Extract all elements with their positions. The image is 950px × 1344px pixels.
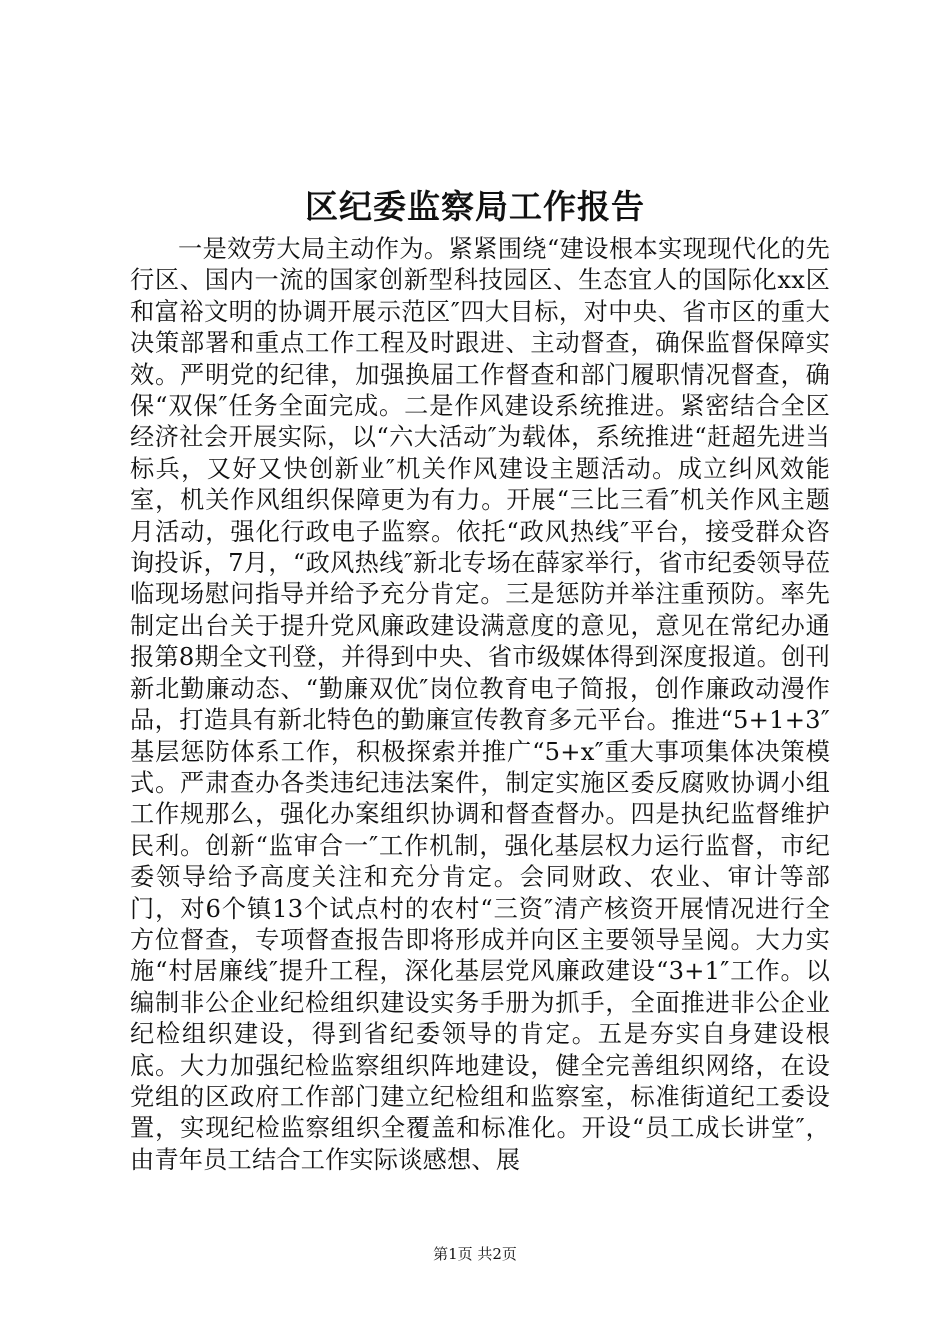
page-footer: 第1页 共2页 <box>433 1245 517 1263</box>
document-title: 区纪委监察局工作报告 <box>305 187 645 226</box>
document-body-paragraph: 一是效劳大局主动作为。紧紧围绕“建设根本实现现代化的先行区、国内一流的国家创新型科技园区、生态宜人的国际化xx区和富裕文明的协调开展示范区″四大目标，对中央、省市区的重大决策部署和重点工作工程及时跟进、主动督查，确保监督保障实效。严明党的纪律，加强换届工作督查和部门履职情况督查，确保“双保″任务全面完成。二是作风建设系统推进。紧密结合全区经济社会开展实际，以“六大活动″为载体，系统推进“赶超先进当标兵，又好又快创新业″机关作风建设主题活动。成立纠风效能室，机关作风组织保障更为有力。开展“三比三看″机关作风主题月活动，强化行政电子监察。依托“政风热线″平台，接受群众咨询投诉，7月，“政风热线″新北专场在薛家举行，省市纪委领导莅临现场慰问指导并给予充分肯定。三是惩防并举注重预防。率先制定出台关于提升党风廉政建设满意度的意见，意见在常纪办通报第8期全文刊登，并得到中央、省市级媒体得到深度报道。创刊新北勤廉动态、“勤廉双优″岗位教育电子简报，创作廉政动漫作品，打造具有新北特色的勤廉宣传教育多元平台。推进“5+1+3″基层惩防体系工作，积极探索并推广“5+x″重大事项集体决策模式。严肃查办各类违纪违法案件，制定实施区委反腐败协调小组工作规那么，强化办案组织协调和督查督办。四是执纪监督维护民利。创新“监审合一″工作机制，强化基层权力运行监督，市纪委领导给予高度关注和充分肯定。会同财政、农业、审计等部门，对6个镇13个试点村的农村“三资″清产核资开展情况进行全方位督查，专项督查报告即将形成并向区主要领导呈阅。大力实施“村居廉线″提升工程，深化基层党风廉政建设“3+1″工作。以编制非公企业纪检组织建设实务手册为抓手，全面推进非公企业纪检组织建设，得到省纪委领导的肯定。五是夯实自身建设根底。大力加强纪检监察组织阵地建设，健全完善组织网络，在设党组的区政府工作部门建立纪检组和监察室，标准街道纪工委设置，实现纪检监察组织全覆盖和标准化。开设“员工成长讲堂″，由青年员工结合工作实际谈感想、展 <box>130 235 830 1174</box>
